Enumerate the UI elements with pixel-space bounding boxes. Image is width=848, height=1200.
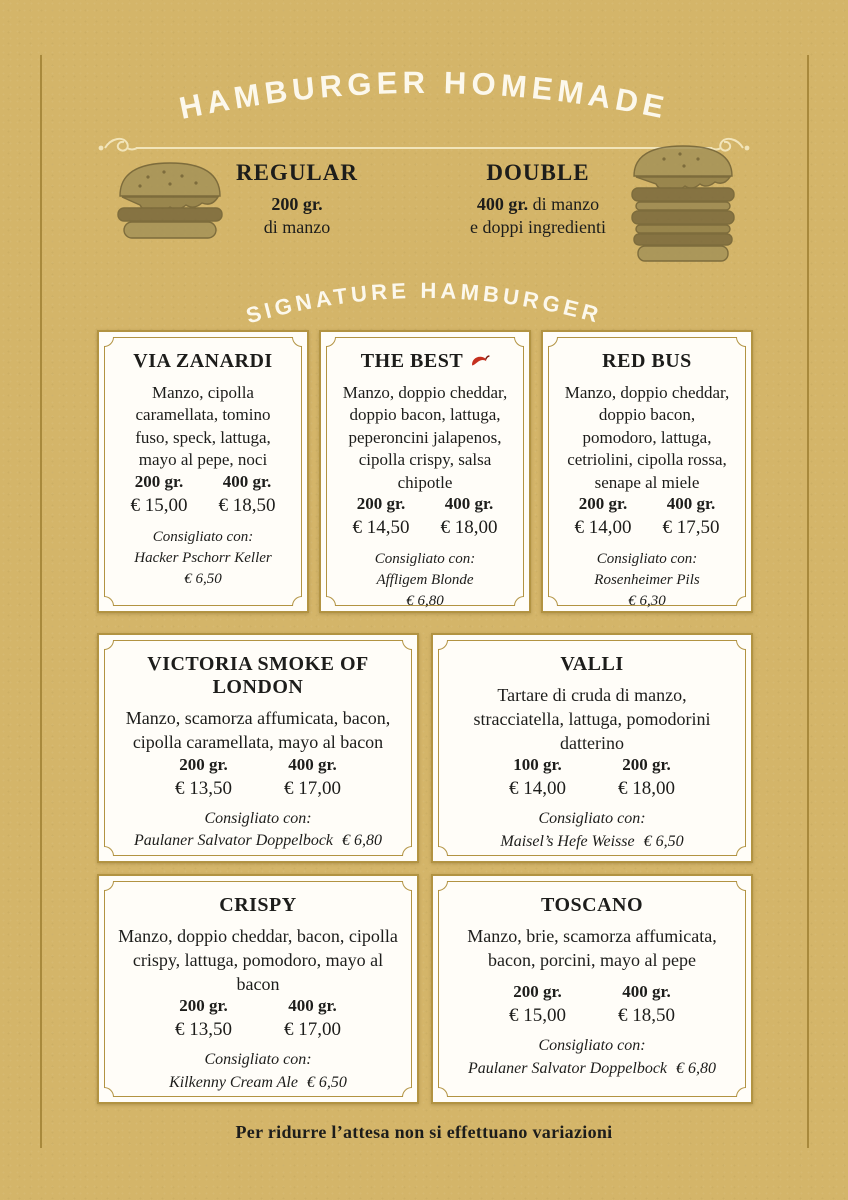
svg-text:HAMBURGER HOMEMADE (176, 65, 671, 126)
card-frame (104, 337, 302, 606)
card-description: Manzo, doppio cheddar, bacon, cipolla crispy, lattuga, pomodoro, mayo al bacon (118, 926, 398, 994)
menu-card-via-zanardi (97, 330, 309, 613)
price-weight: 200 gr. (179, 754, 228, 774)
card-frame (438, 881, 746, 1097)
flourish-left (99, 139, 137, 151)
svg-text:SIGNATURE HAMBURGER (243, 278, 604, 328)
beer-pairing: Consigliato con: Affligem Blonde € 6,80 (374, 551, 476, 610)
price-weight: 400 gr. (288, 996, 337, 1016)
card-frame (438, 640, 746, 856)
price-row (115, 472, 291, 517)
price-col (175, 755, 232, 800)
price-row (449, 755, 735, 800)
size-regular (222, 160, 372, 240)
price-col (131, 472, 188, 517)
price-weight: 200 gr. (134, 471, 184, 491)
price-row (337, 494, 513, 539)
price-col (175, 996, 232, 1041)
card-description: Manzo, doppio cheddar, doppio bacon, lattuga, peperoncini jalapenos, cipolla crispy, salsa chipotle (342, 383, 508, 492)
price-value: € 13,50 (175, 777, 232, 799)
double-burger-illustration (620, 136, 746, 268)
card-title: RED BUS (602, 350, 692, 372)
price-value: € 14,00 (509, 778, 566, 800)
price-weight: 400 gr. (222, 471, 272, 491)
page-title-text: HAMBURGER HOMEMADE (176, 64, 672, 126)
price-value: € 17,00 (284, 777, 341, 799)
size-regular-weight: 200 gr. (271, 194, 323, 214)
price-col (284, 755, 341, 800)
price-row (559, 494, 735, 539)
signature-title-text: SIGNATURE HAMBURGER (243, 277, 605, 329)
price-value: € 17,50 (662, 517, 720, 539)
menu-card-red-bus (541, 330, 753, 613)
price-col (284, 996, 341, 1041)
card-title: THE BEST (337, 350, 513, 373)
single-burger-illustration (106, 150, 234, 250)
card-title: VALLI (560, 653, 624, 675)
price-weight: 200 gr. (179, 996, 228, 1016)
page-title (104, 40, 744, 140)
beer-pairing: Consigliato con: Rosenheimer Pils € 6,30 (594, 551, 700, 610)
beer-pairing: Consigliato con: Hacker Pschorr Keller € 6,50 (134, 528, 272, 587)
card-description: Manzo, scamorza affumicata, bacon, cipolla caramellata, mayo al bacon (125, 708, 391, 752)
price-weight: 200 gr. (356, 494, 406, 514)
price-weight: 100 gr. (513, 755, 562, 775)
price-value: € 18,50 (218, 494, 276, 516)
card-frame (104, 640, 412, 856)
size-regular-desc: di manzo (263, 217, 331, 238)
size-double-label: DOUBLE (486, 160, 590, 185)
card-description: Manzo, brie, scamorza affumicata, bacon, porcini, mayo al pepe (467, 926, 717, 970)
size-regular-label: REGULAR (235, 160, 358, 185)
price-value: € 13,50 (175, 1019, 232, 1041)
price-row (115, 755, 401, 800)
price-col (441, 494, 498, 539)
price-col (663, 494, 720, 539)
menu-card-valli (431, 633, 753, 863)
price-value: € 18,00 (618, 778, 675, 800)
beer-pairing: Consigliato con: Kilkenny Cream Ale € 6,50 (169, 1051, 347, 1091)
price-weight: 400 gr. (622, 982, 671, 1002)
price-col (509, 755, 566, 800)
price-weight: 200 gr. (513, 982, 562, 1002)
chili-icon (467, 349, 491, 373)
price-value: € 17,00 (284, 1019, 341, 1041)
card-frame (548, 337, 746, 610)
card-title: VICTORIA SMOKE OF LONDON (147, 653, 369, 698)
price-weight: 400 gr. (288, 754, 337, 774)
price-row (449, 982, 735, 1027)
page-frame-right (807, 55, 809, 1148)
price-value: € 18,00 (440, 517, 498, 539)
signature-title (236, 264, 612, 330)
price-col (509, 982, 566, 1027)
price-value: € 15,00 (509, 1005, 566, 1027)
price-value: € 18,50 (618, 1005, 675, 1027)
card-description: Manzo, cipolla caramellata, tomino fuso, speck, lattuga, mayo al pepe, noci (135, 383, 271, 470)
beer-pairing: Consigliato con: Paulaner Salvator Doppelbock € 6,80 (467, 1037, 717, 1077)
price-value: € 15,00 (130, 494, 188, 516)
card-description: Tartare di cruda di manzo, stracciatella, lattuga, pomodorini datterino (473, 685, 711, 753)
menu-card-crispy (97, 874, 419, 1104)
footer-note: Per ridurre l’attesa non si effettuano variazioni (235, 1122, 613, 1142)
card-title: VIA ZANARDI (133, 350, 273, 372)
size-double (432, 160, 644, 240)
card-title: TOSCANO (540, 894, 644, 916)
price-value: € 14,50 (352, 517, 410, 539)
menu-card-toscano (431, 874, 753, 1104)
price-weight: 400 gr. (666, 494, 716, 514)
price-col (575, 494, 632, 539)
price-weight: 200 gr. (622, 755, 671, 775)
price-row (115, 996, 401, 1041)
price-weight: 200 gr. (578, 494, 628, 514)
price-col (353, 494, 410, 539)
card-frame (326, 337, 524, 610)
price-col (618, 755, 675, 800)
card-frame (104, 881, 412, 1097)
price-col (219, 472, 276, 517)
menu-card-the-best (319, 330, 531, 613)
price-col (618, 982, 675, 1027)
price-value: € 14,00 (574, 517, 632, 539)
size-double-weight: 400 gr. di manzo (476, 194, 600, 214)
beer-pairing: Consigliato con: Maisel’s Hefe Weisse € 6,50 (500, 810, 684, 850)
beer-pairing: Consigliato con: Paulaner Salvator Doppelbock € 6,80 (133, 809, 383, 849)
card-description: Manzo, doppio cheddar, doppio bacon, pomodoro, lattuga, cetriolini, cipolla rossa, senape al miele (564, 383, 730, 492)
card-title: CRISPY (219, 894, 297, 916)
price-weight: 400 gr. (444, 494, 494, 514)
size-double-desc: e doppi ingredienti (470, 217, 606, 238)
menu-card-victoria-smoke-of-london (97, 633, 419, 863)
page-frame-left (40, 55, 42, 1148)
